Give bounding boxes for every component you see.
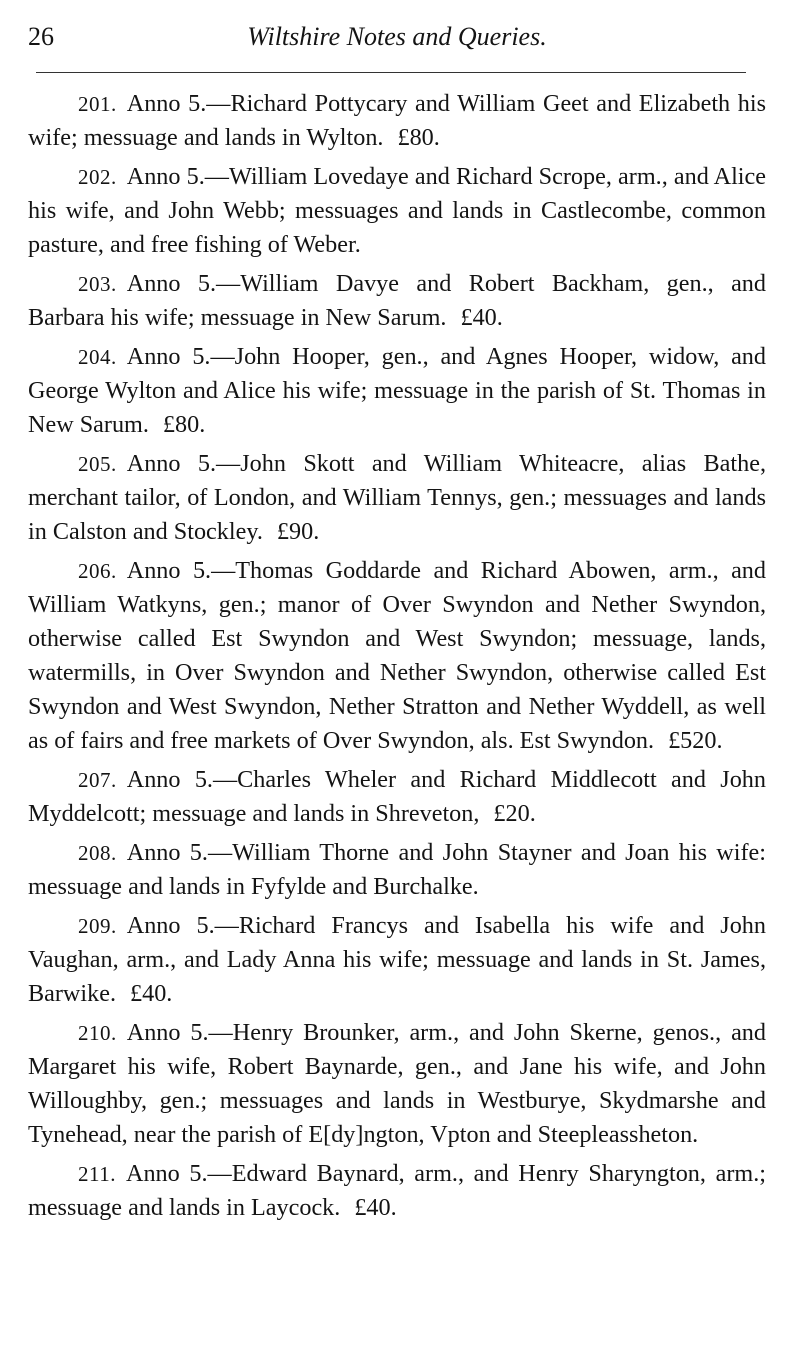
entry-number: 206. bbox=[78, 559, 117, 583]
entry-text: Anno 5.—Richard Francys and Isabella his wife and John Vaughan, arm., and Lady Anna his wife; messuage and lands in St. James, Barwike. bbox=[28, 912, 766, 1007]
entry-amount: £80. bbox=[162, 411, 206, 438]
entry bbox=[28, 447, 766, 549]
entry bbox=[28, 87, 766, 155]
entry-number: 211. bbox=[78, 1162, 116, 1186]
entry bbox=[28, 836, 766, 904]
entry-amount: £90. bbox=[276, 518, 320, 545]
entry-number: 205. bbox=[78, 452, 117, 476]
entry-text: Anno 5.—William Thorne and John Stayner and Joan his wife: messuage and lands in Fyfylde and Burchalke. bbox=[28, 839, 766, 900]
entry-amount: £40. bbox=[354, 1194, 397, 1221]
entry-number: 203. bbox=[78, 272, 117, 296]
entry-text: Anno 5.—Charles Wheler and Richard Middlecott and John Myddelcott; messuage and lands in Shreveton, bbox=[28, 766, 766, 827]
entry-text: Anno 5.—Thomas Goddarde and Richard Abowen, arm., and William Watkyns, gen.; manor of Over Swyndon and Nether Swyndon, otherwise called Est Swyndon and West Swyndon; messuage, lands, watermills, in Over Swyndon and Nether Swyndon, otherwise called Est Swyndon and West Swyndon, Nether Stratton and Nether Wyddell, as well as of fairs and free markets of Over Swyndon, als. Est Swyndon. bbox=[28, 557, 766, 754]
header-rule bbox=[36, 72, 746, 73]
entry bbox=[28, 340, 766, 442]
entry-text: Anno 5.—William Lovedaye and Richard Scrope, arm., and Alice his wife, and John Webb; messuages and lands in Castlecombe, common pasture, and free fishing of Weber. bbox=[28, 163, 766, 258]
entry-number: 201. bbox=[78, 92, 117, 116]
entry-amount: £20. bbox=[493, 800, 536, 827]
page-number: 26 bbox=[28, 22, 54, 51]
entry-amount: £80. bbox=[397, 124, 440, 151]
entry-number: 202. bbox=[78, 165, 117, 189]
journal-title: Wiltshire Notes and Queries. bbox=[247, 22, 547, 51]
entry bbox=[28, 909, 766, 1011]
entry-text: Anno 5.—William Davye and Robert Backham, gen., and Barbara his wife; messuage in New Sarum. bbox=[28, 270, 766, 331]
entry bbox=[28, 1016, 766, 1152]
entry bbox=[28, 763, 766, 831]
entry-number: 209. bbox=[78, 914, 117, 938]
entry-text: Anno 5.—Edward Baynard, arm., and Henry Sharyngton, arm.; messuage and lands in Laycock. bbox=[28, 1160, 766, 1221]
entry bbox=[28, 160, 766, 262]
entry-text: Anno 5.—John Skott and William Whiteacre, alias Bathe, merchant tailor, of London, and William Tennys, gen.; messuages and lands in Calston and Stockley. bbox=[28, 450, 766, 545]
entry-text: Anno 5.—Henry Brounker, arm., and John Skerne, genos., and Margaret his wife, Robert Baynarde, gen., and Jane his wife, and John Willoughby, gen.; messuages and lands in Westburye, Skydmarshe and Tynehead, near the parish of E[dy]ngton, Vpton and Steepleassheton. bbox=[28, 1019, 766, 1148]
entry-amount: £40. bbox=[130, 980, 173, 1007]
entry-number: 210. bbox=[78, 1021, 117, 1045]
entry-number: 204. bbox=[78, 345, 117, 369]
entry bbox=[28, 554, 766, 758]
entry-text: Anno 5.—Richard Pottycary and William Geet and Elizabeth his wife; messuage and lands in Wylton. bbox=[28, 90, 766, 151]
entry-text: Anno 5.—John Hooper, gen., and Agnes Hooper, widow, and George Wylton and Alice his wife; messuage in the parish of St. Thomas in New Sarum. bbox=[28, 343, 766, 438]
entries-list bbox=[28, 87, 766, 1225]
entry-number: 208. bbox=[78, 841, 117, 865]
running-head bbox=[28, 16, 766, 60]
entry bbox=[28, 267, 766, 335]
entry-number: 207. bbox=[78, 768, 117, 792]
entry-amount: £40. bbox=[460, 304, 503, 331]
entry bbox=[28, 1157, 766, 1225]
entry-amount: £520. bbox=[668, 727, 723, 754]
